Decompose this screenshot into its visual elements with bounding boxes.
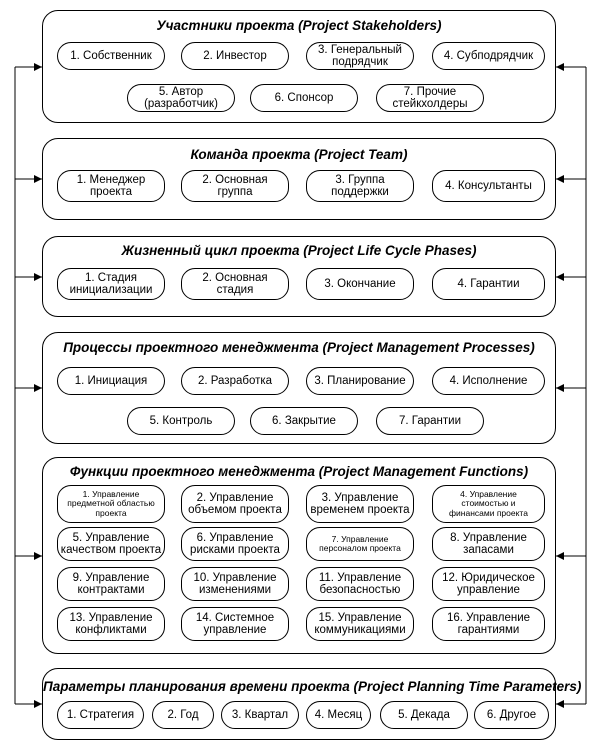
item-box: 4. Гарантии (432, 268, 545, 300)
arrow-left-icon (556, 700, 564, 708)
item-box: 1. Управление предметной областью проекта (57, 485, 165, 523)
item-box: 4. Исполнение (432, 367, 545, 395)
item-box: 4. Субподрядчик (432, 42, 545, 70)
item-box: 13. Управление конфликтами (57, 607, 165, 641)
arrow-right-icon (34, 552, 42, 560)
item-box: 15. Управление коммуникациями (306, 607, 414, 641)
section-title: Команда проекта (Project Team) (190, 147, 408, 162)
item-box: 1. Инициация (57, 367, 165, 395)
item-box: 1. Стадия инициализации (57, 268, 165, 300)
item-box: 2. Разработка (181, 367, 289, 395)
arrow-left-icon (556, 273, 564, 281)
item-box: 14. Системное управление (181, 607, 289, 641)
item-box: 2. Управление объемом проекта (181, 485, 289, 523)
item-box: 3. Группа поддержки (306, 170, 414, 202)
item-box: 2. Основная группа (181, 170, 289, 202)
item-box: 2. Инвестор (181, 42, 289, 70)
item-box: 1. Стратегия (57, 701, 144, 729)
item-box: 2. Год (152, 701, 214, 729)
item-box: 1. Собственник (57, 42, 165, 70)
item-box: 11. Управление безопасностью (306, 567, 414, 601)
item-box: 4. Месяц (306, 701, 371, 729)
section-title: Участники проекта (Project Stakeholders) (156, 18, 442, 33)
arrow-right-icon (34, 273, 42, 281)
arrow-left-icon (556, 63, 564, 71)
item-box: 8. Управление запасами (432, 527, 545, 561)
item-box: 10. Управление изменениями (181, 567, 289, 601)
section-title: Параметры планирования времени проекта (Project Planning Time Parameters) (43, 679, 582, 694)
item-box: 6. Управление рисками проекта (181, 527, 289, 561)
item-box: 7. Гарантии (376, 407, 484, 435)
item-box: 5. Контроль (127, 407, 235, 435)
item-box: 7. Управление персоналом проекта (306, 527, 414, 561)
arrow-right-icon (34, 63, 42, 71)
item-box: 3. Планирование (306, 367, 414, 395)
item-box: 3. Генеральный подрядчик (306, 42, 414, 70)
arrow-right-icon (34, 384, 42, 392)
item-box: 5. Управление качеством проекта (57, 527, 165, 561)
item-box: 3. Окончание (306, 268, 414, 300)
item-box: 3. Квартал (221, 701, 299, 729)
section-title: Процессы проектного менеджмента (Project Management Processes) (63, 340, 535, 355)
item-box: 4. Управление стоимостью и финансами проекта (432, 485, 545, 523)
arrow-left-icon (556, 175, 564, 183)
arrow-right-icon (34, 700, 42, 708)
item-box: 4. Консультанты (432, 170, 545, 202)
item-box: 6. Спонсор (250, 84, 358, 112)
item-box: 6. Закрытие (250, 407, 358, 435)
item-box: 16. Управление гарантиями (432, 607, 545, 641)
arrow-right-icon (34, 175, 42, 183)
item-box: 12. Юридическое управление (432, 567, 545, 601)
item-box: 2. Основная стадия (181, 268, 289, 300)
item-box: 3. Управление временем проекта (306, 485, 414, 523)
item-box: 7. Прочие стейкхолдеры (376, 84, 484, 112)
arrow-left-icon (556, 384, 564, 392)
item-box: 5. Декада (380, 701, 468, 729)
item-box: 5. Автор (разработчик) (127, 84, 235, 112)
section-title: Жизненный цикл проекта (Project Life Cycle Phases) (121, 243, 477, 258)
section-title: Функции проектного менеджмента (Project Management Functions) (69, 464, 529, 479)
item-box: 9. Управление контрактами (57, 567, 165, 601)
item-box: 1. Менеджер проекта (57, 170, 165, 202)
item-box: 6. Другое (474, 701, 549, 729)
arrow-left-icon (556, 552, 564, 560)
